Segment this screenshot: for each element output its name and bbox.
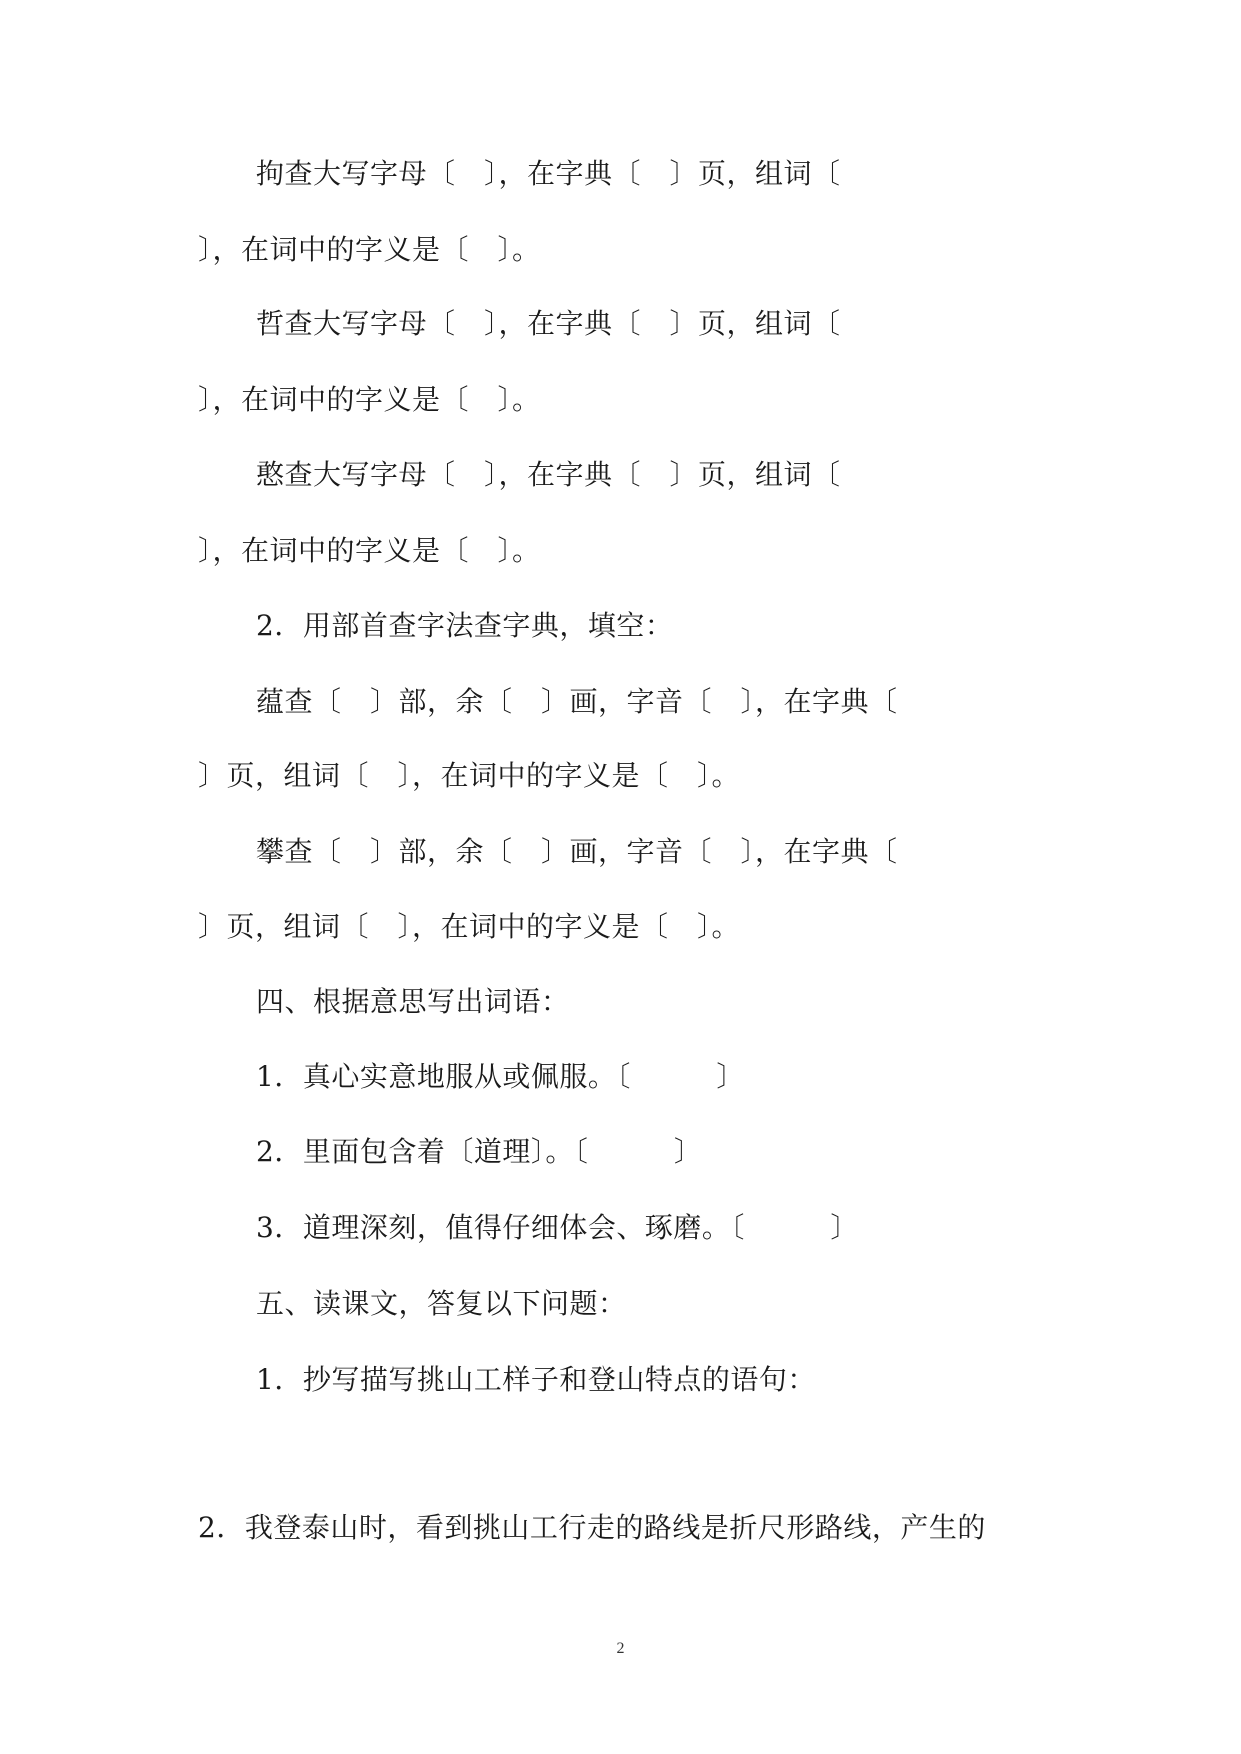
- text-line: 2．用部首查字法查字典，填空：: [256, 609, 674, 642]
- text-line: 1．真心实意地服从或佩服。〔 〕: [256, 1060, 745, 1093]
- section-heading: 五、读课文，答复以下问题：: [256, 1287, 627, 1320]
- section-heading: 四、根据意思写出词语：: [256, 985, 570, 1018]
- text-line: 蕴查〔 〕部，余〔 〕画，字音〔 〕，在字典〔: [256, 685, 898, 718]
- text-line: 憨查大写字母〔 〕，在字典〔 〕页，组词〔: [256, 458, 841, 491]
- text-line: 〕，在词中的字义是〔 〕。: [198, 534, 541, 567]
- text-line: 拘查大写字母〔 〕，在字典〔 〕页，组词〔: [256, 157, 841, 190]
- text-line: 3．道理深刻，值得仔细体会、琢磨。〔 〕: [256, 1211, 859, 1244]
- text-line: 2．我登泰山时，看到挑山工行走的路线是折尺形路线，产生的: [198, 1511, 986, 1544]
- text-line: 〕，在词中的字义是〔 〕。: [198, 383, 541, 416]
- text-line: 哲查大写字母〔 〕，在字典〔 〕页，组词〔: [256, 307, 841, 340]
- text-line: 2．里面包含着〔道理〕。〔 〕: [256, 1135, 703, 1168]
- page-number: 2: [616, 1640, 625, 1657]
- text-line: 攀查〔 〕部，余〔 〕画，字音〔 〕，在字典〔: [256, 835, 898, 868]
- text-line: 〕，在词中的字义是〔 〕。: [198, 233, 541, 266]
- text-line: 〕页，组词〔 〕，在词中的字义是〔 〕。: [198, 759, 741, 792]
- text-line: 〕页，组词〔 〕，在词中的字义是〔 〕。: [198, 910, 741, 943]
- text-line: 1．抄写描写挑山工样子和登山特点的语句：: [256, 1363, 816, 1396]
